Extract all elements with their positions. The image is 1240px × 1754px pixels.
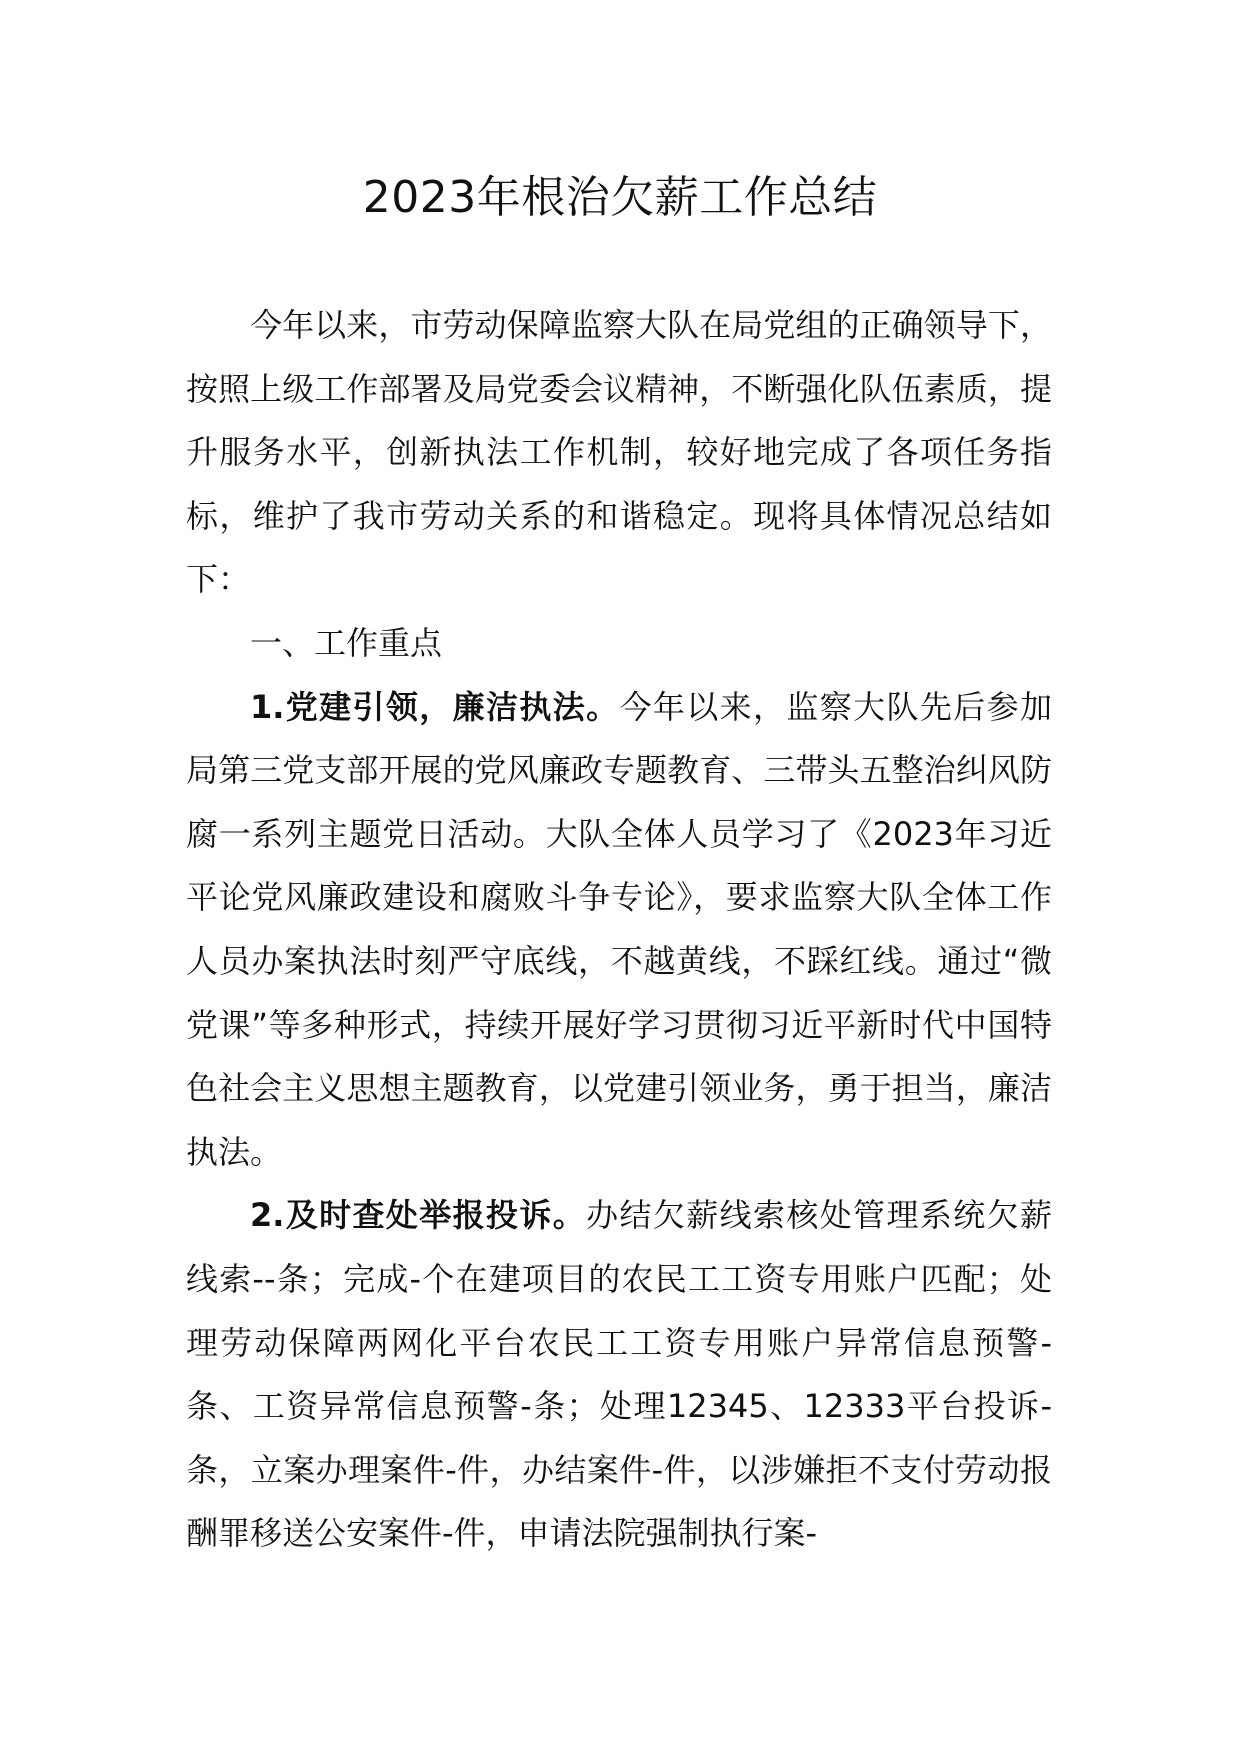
section-heading: 一、工作重点 [250,623,443,662]
document-title: 2023年根治欠薪工作总结 [362,172,878,223]
item-2-text: 办结欠薪线索核处管理系统欠薪线索--条；完成-个在建项目的农民工工资专用账户匹配；处理劳动保障两网化平台农民工工资专用账户异常信息预警-条、工资异常信息预警-条；处理12345、12333平台投诉-条，立案办理案件-件，办结案件-件，以涉嫌拒不支付劳动报酬罪移送公安案件-件，申请法院强制执行案- [186,1196,1052,1553]
item-1-text: 今年以来，监察大队先后参加局第三党支部开展的党风廉政专题教育、三带头五整治纠风防腐一系列主题党日活动。大队全体人员学习了《2023年习近平论党风廉政建设和腐败斗争专论》，要求监察大队全体工作人员办案执法时刻严守底线，不越黄线，不踩红线。通过“微党课”等多种形式，持续开展好学习贯彻习近平新时代中国特色社会主义思想主题教育，以党建引领业务，勇于担当，廉洁执法。 [186,687,1052,1171]
document-body [186,294,1052,1566]
item-2-lead: 2.及时查处举报投诉。 [250,1196,587,1235]
item-1-lead: 1.党建引领，廉洁执法。 [250,687,620,726]
intro-paragraph: 今年以来，市劳动保障监察大队在局党组的正确领导下，按照上级工作部署及局党委会议精神，不断强化队伍素质，提升服务水平，创新执法工作机制，较好地完成了各项任务指标，维护了我市劳动关系的和谐稳定。现将具体情况总结如下： [186,306,1052,599]
item-1-paragraph [186,676,1052,1185]
item-2-paragraph [186,1184,1052,1566]
